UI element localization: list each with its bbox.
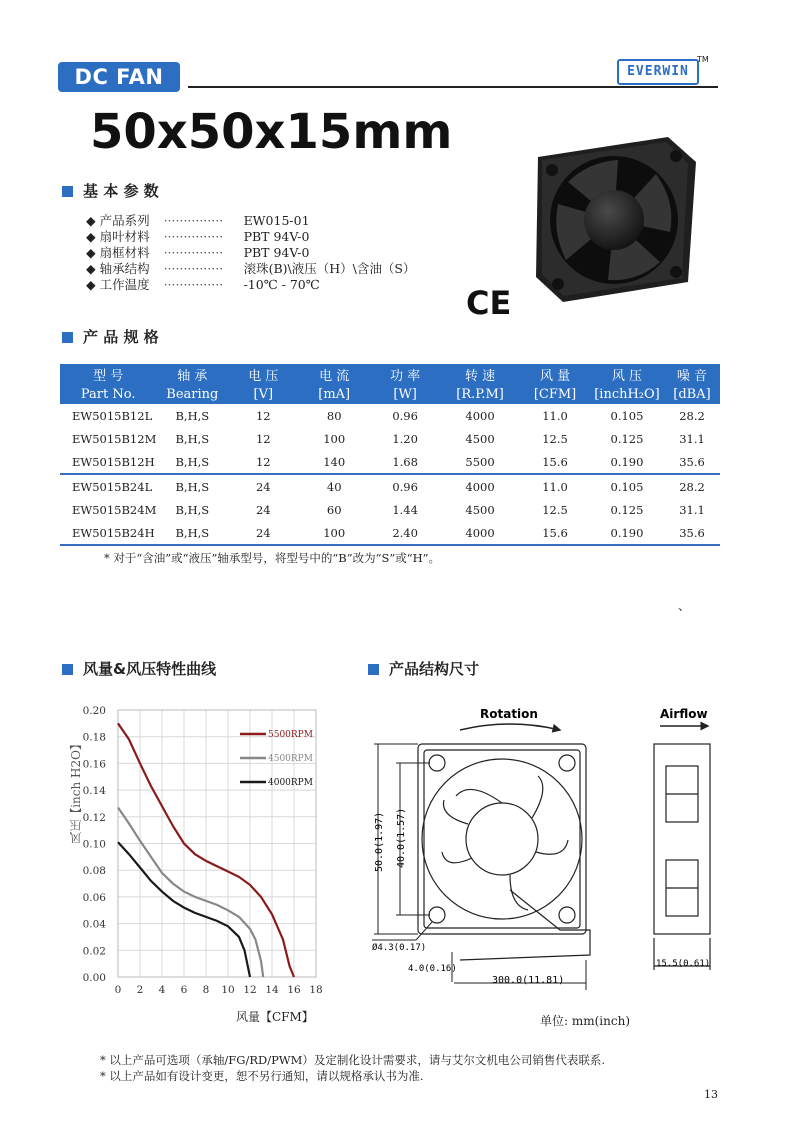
- rotation-arrow-icon: [460, 724, 560, 730]
- table-row: EW5015B24L B,H,S 24 40 0.96 4000 11.0 0.105 28.2: [60, 474, 720, 498]
- y-tick-label: 0.12: [82, 811, 106, 824]
- x-tick-label: 8: [202, 984, 210, 996]
- curve-heading: 风量&风压特性曲线: [62, 658, 216, 679]
- footer-note-1: * 以上产品可选项（承轴/FG/RD/PWM）及定制化设计需要求，请与艾尔文机电公司销售代表联系.: [100, 1053, 606, 1067]
- spec-line: ◆ 产品系列 ··············· EW015-01: [86, 213, 310, 228]
- fan-product-image: [528, 132, 698, 304]
- page-number: 13: [704, 1088, 718, 1101]
- pq-curve-chart: [60, 695, 340, 1030]
- ce-mark: CE: [466, 284, 512, 322]
- dim-cable: 300.0(11.81): [492, 975, 565, 986]
- table-note: * 对于“含油”或“液压”轴承型号，将型号中的“B”改为“S”或“H”。: [104, 551, 441, 565]
- chart-x-label: 风量【CFM】: [236, 1010, 314, 1024]
- legend-label-5500RPM: 5500RPM: [268, 730, 313, 740]
- footer-note-2: * 以上产品如有设计变更，恕不另行通知，请以规格承认书为准.: [100, 1069, 424, 1083]
- dim-inner: 40.0(1.57): [396, 807, 407, 868]
- x-tick-label: 14: [265, 984, 279, 996]
- x-tick-label: 4: [158, 984, 166, 996]
- trademark-mark: TM: [697, 55, 709, 64]
- legend-label-4000RPM: 4000RPM: [268, 778, 313, 788]
- fan-side-view: [654, 744, 710, 970]
- x-tick-label: 6: [180, 984, 188, 996]
- table-row: EW5015B12M B,H,S 12 100 1.20 4500 12.5 0.125 31.1: [72, 431, 705, 446]
- y-tick-label: 0.02: [82, 945, 106, 958]
- x-tick-label: 10: [221, 984, 235, 996]
- stray-mark: 、: [678, 599, 691, 613]
- y-tick-label: 0.14: [82, 785, 106, 798]
- y-tick-label: 0.10: [82, 838, 106, 851]
- spec-table: [60, 364, 720, 546]
- dimension-drawing: [360, 700, 720, 1000]
- dim-thick: 15.5(0.61): [656, 959, 711, 969]
- spec-line: ◆ 扇框材料 ··············· PBT 94V-0: [86, 245, 310, 260]
- chart-y-label: 风压【inch H2O】: [69, 738, 83, 844]
- y-tick-label: 0.18: [82, 731, 106, 744]
- dim-lead: 4.0(0.16): [408, 964, 457, 974]
- y-tick-label: 0.00: [82, 972, 106, 984]
- header-rule: [188, 86, 718, 88]
- table-header-row: 型 号 轴 承 电 压 电 流 功 率 转 速 风 量 风 压 噪 音: [60, 364, 720, 384]
- x-tick-label: 18: [309, 984, 323, 996]
- section-square-icon: [368, 664, 379, 675]
- y-tick-label: 0.16: [82, 758, 106, 771]
- y-tick-label: 0.04: [82, 918, 106, 931]
- table-row: EW5015B12H B,H,S 12 140 1.68 5500 15.6 0.190 35.6: [72, 454, 705, 469]
- section-square-icon: [62, 332, 73, 343]
- fan-front-view: [418, 744, 590, 960]
- structure-heading: 产品结构尺寸: [368, 658, 479, 679]
- rotation-label: Rotation: [480, 707, 538, 721]
- spec-line: ◆ 轴承结构 ··············· 滚珠(B)\液压（H）\含油（S）: [86, 261, 416, 276]
- y-tick-label: 0.06: [82, 891, 106, 904]
- specs-heading: 产 品 规 格: [62, 326, 159, 347]
- y-tick-label: 0.20: [82, 705, 106, 717]
- brand-logo: EVERWIN: [617, 59, 699, 85]
- section-square-icon: [62, 186, 73, 197]
- model-title: 50x50x15mm: [90, 104, 453, 160]
- dim-outer: 50.0(1.97): [374, 811, 385, 872]
- y-tick-label: 0.08: [82, 865, 106, 878]
- table-row: EW5015B24M B,H,S 24 60 1.44 4500 12.5 0.125 31.1: [72, 502, 705, 517]
- legend-label-4500RPM: 4500RPM: [268, 754, 313, 764]
- x-tick-label: 0: [114, 984, 122, 996]
- table-row: EW5015B12L B,H,S 12 80 0.96 4000 11.0 0.105 28.2: [72, 408, 705, 423]
- spec-line: ◆ 工作温度 ··············· -10℃ - 70℃: [86, 277, 320, 292]
- unit-note: 单位: mm(inch): [540, 1014, 630, 1028]
- category-badge: DC FAN: [58, 62, 180, 92]
- spec-line: ◆ 扇叶材料 ··············· PBT 94V-0: [86, 229, 310, 244]
- x-tick-label: 12: [243, 984, 257, 996]
- section-square-icon: [62, 664, 73, 675]
- x-tick-label: 2: [136, 984, 144, 996]
- airflow-label: Airflow: [660, 707, 708, 721]
- dim-hole: Ø4.3(0.17): [372, 943, 427, 953]
- table-row: EW5015B24H B,H,S 24 100 2.40 4000 15.6 0.190 35.6: [60, 521, 720, 545]
- x-tick-label: 16: [287, 984, 301, 996]
- basic-params-heading: 基 本 参 数: [62, 180, 159, 201]
- table-header-row: Part No. Bearing [V] [mA] [W] [R.P.M] [CFM] [inchH₂O] [dBA]: [60, 384, 720, 404]
